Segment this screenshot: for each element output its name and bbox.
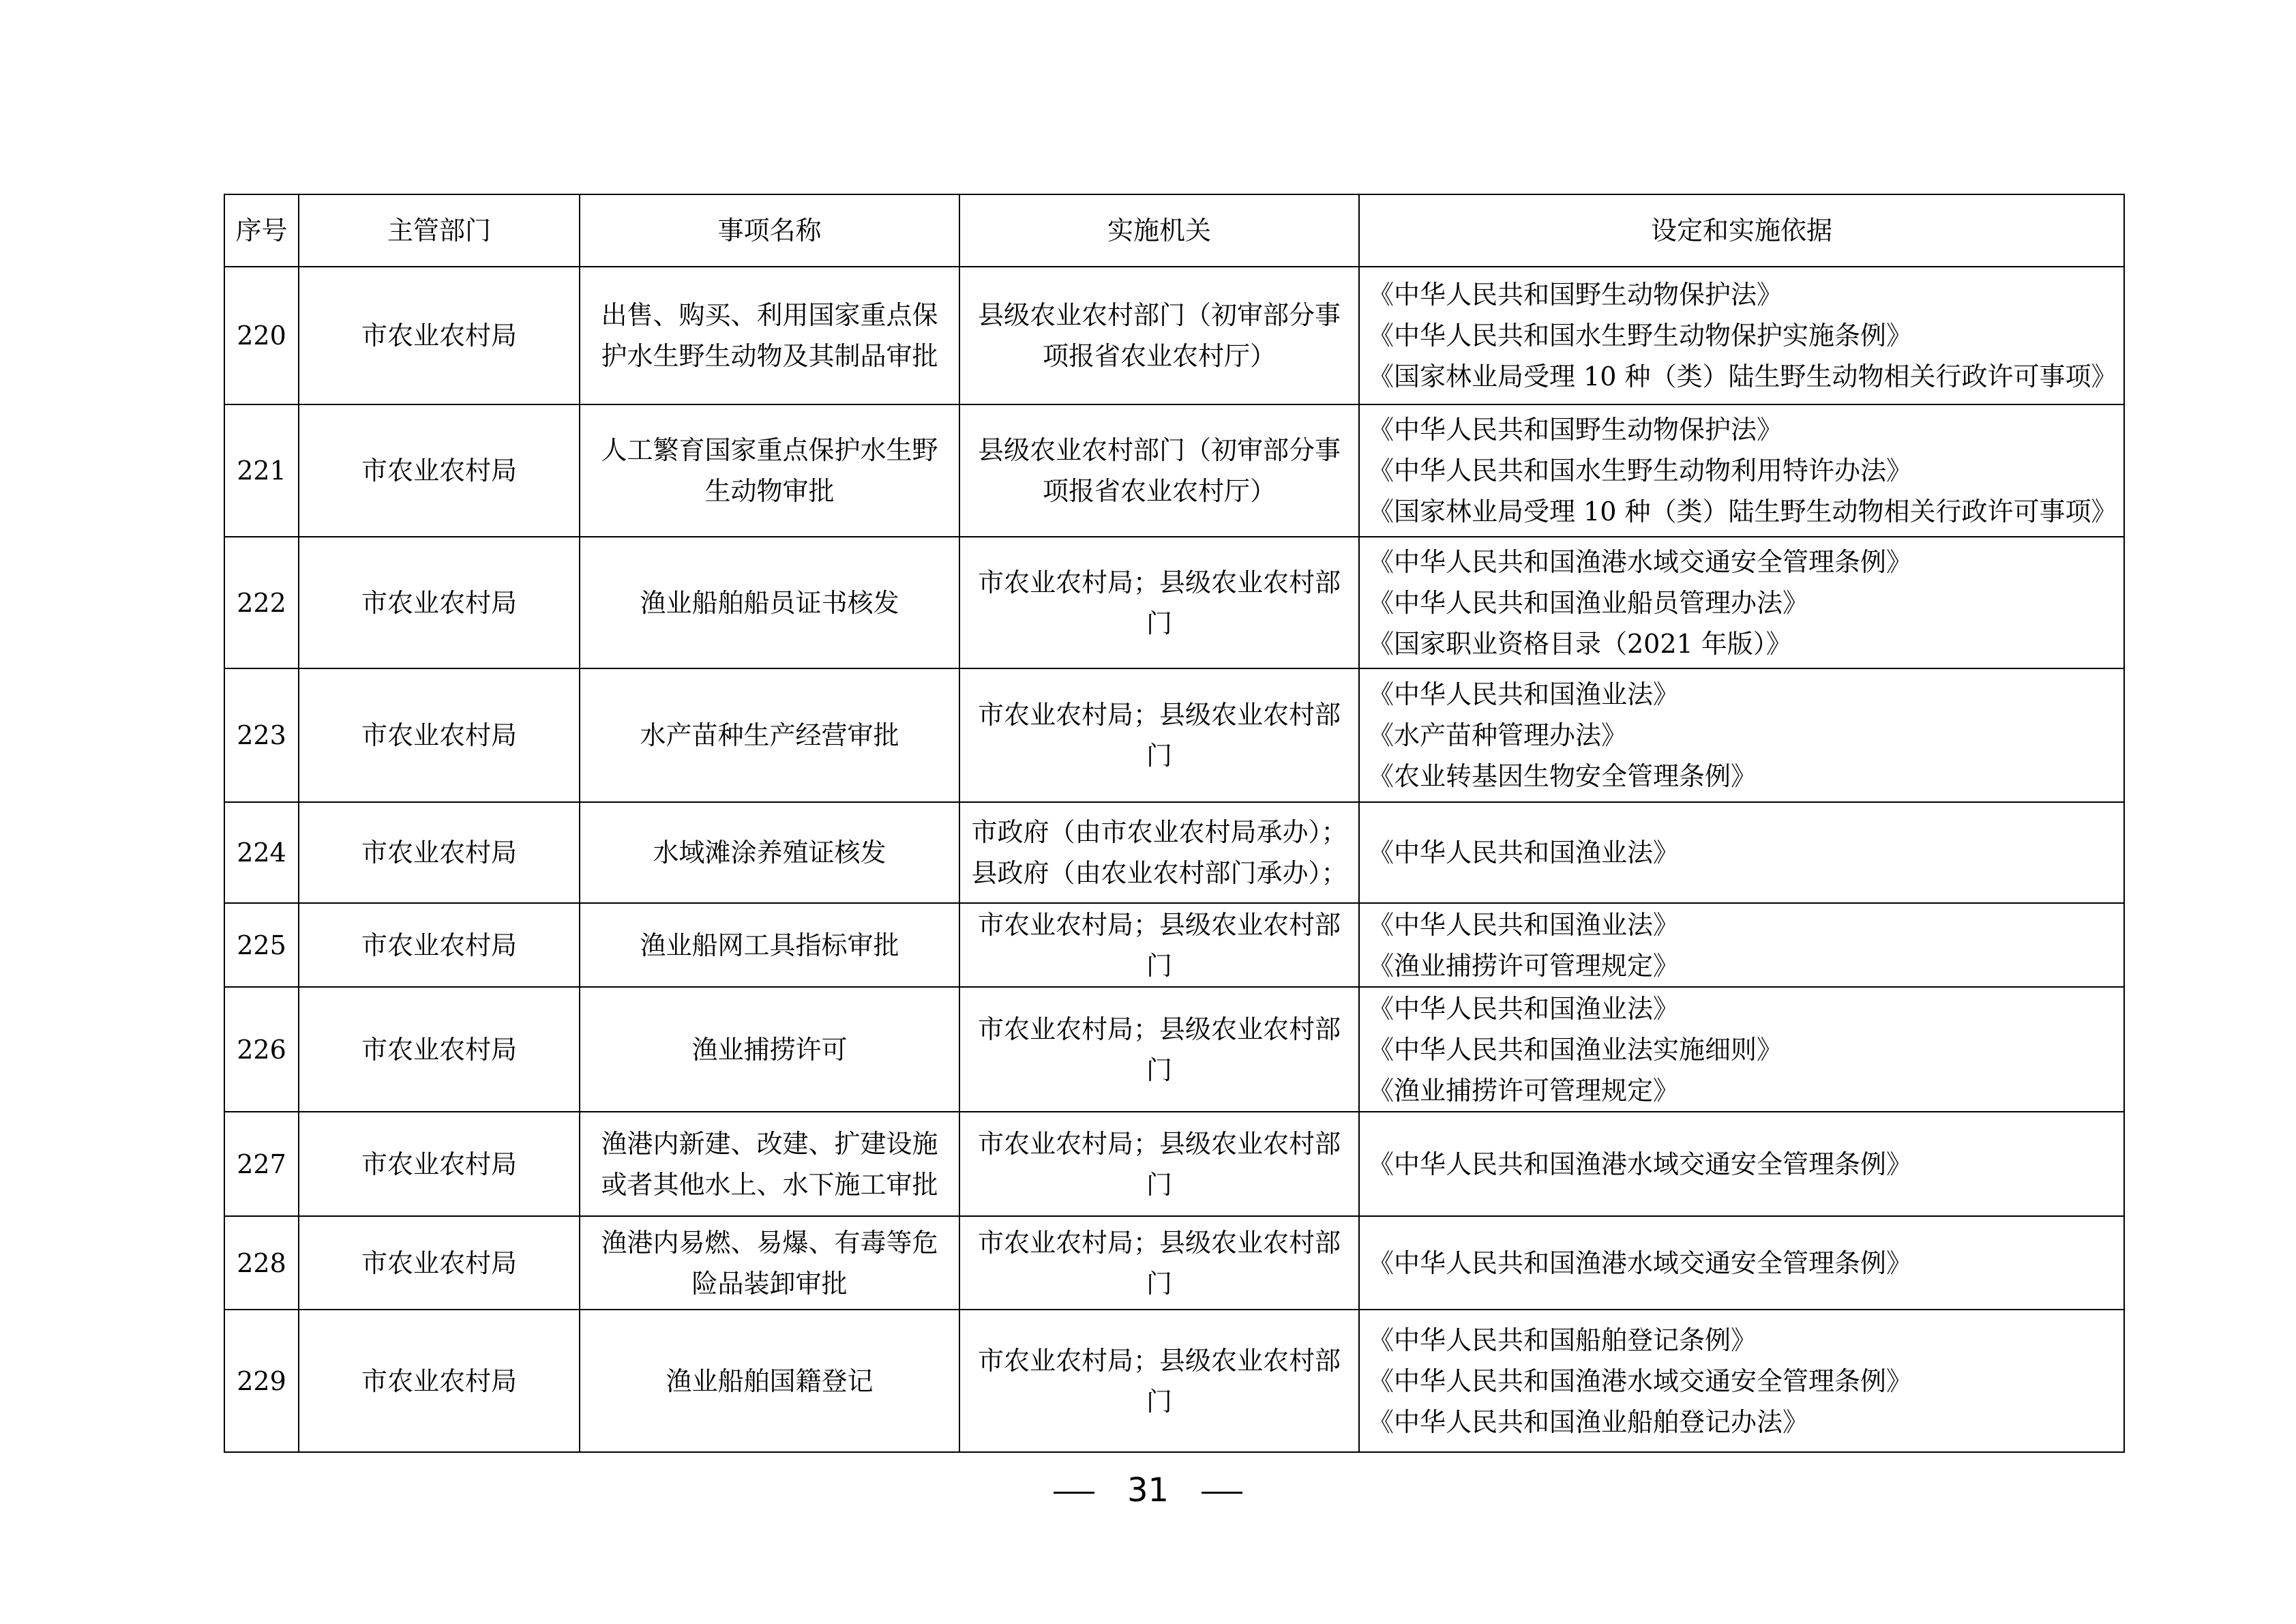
item-name-line: 渔业船网工具指标审批 (640, 930, 899, 960)
basis-line: 《中华人民共和国渔业法》 (1368, 679, 1680, 709)
row-implementing-agency (959, 987, 1359, 1112)
table-row (224, 903, 2124, 987)
agency-line: 县级农业农村部门（初审部分事 (977, 435, 1341, 465)
row-dept: 市农业农村局 (299, 537, 580, 668)
basis-line: 《中华人民共和国水生野生动物保护实施条例》 (1368, 321, 1913, 351)
agency-line: 市农业农村局；县级农业农村部门 (977, 567, 1341, 638)
header-basis: 设定和实施依据 (1359, 194, 2124, 267)
basis-line: 《水产苗种管理办法》 (1368, 720, 1628, 750)
row-dept: 市农业农村局 (299, 1216, 580, 1310)
basis-line: 《国家职业资格目录（2021 年版）》 (1368, 628, 1792, 659)
footer-dash-right (1202, 1492, 1242, 1494)
basis-line: 《中华人民共和国渔业法实施细则》 (1368, 1034, 1783, 1065)
item-name-line: 水产苗种生产经营审批 (640, 720, 899, 750)
row-dept: 市农业农村局 (299, 1112, 580, 1216)
basis-line: 《国家林业局受理 10 种（类）陆生野生动物相关行政许可事项》 (1368, 361, 2117, 392)
table-row (224, 267, 2124, 404)
basis-line: 《中华人民共和国渔业法》 (1368, 838, 1680, 868)
basis-line: 《中华人民共和国渔港水域交通安全管理条例》 (1368, 1247, 1913, 1278)
item-name-line: 出售、购买、利用国家重点保 (601, 300, 938, 330)
row-implementing-agency (959, 267, 1359, 404)
basis-line: 《中华人民共和国水生野生动物利用特许办法》 (1368, 456, 1913, 486)
header-dept: 主管部门 (299, 194, 580, 267)
row-item-name (580, 267, 959, 404)
basis-line: 《中华人民共和国野生动物保护法》 (1368, 280, 1783, 310)
header-num: 序号 (224, 194, 299, 267)
row-legal-basis (1359, 802, 2124, 903)
basis-line: 《农业转基因生物安全管理条例》 (1368, 761, 1757, 791)
item-name-line: 渔业船舶国籍登记 (666, 1365, 874, 1396)
row-item-name (580, 903, 959, 987)
table-row (224, 1112, 2124, 1216)
table-body (224, 267, 2124, 1452)
basis-line: 《中华人民共和国渔港水域交通安全管理条例》 (1368, 546, 1913, 577)
agency-line: 市农业农村局；县级农业农村部门 (977, 1345, 1341, 1417)
row-dept: 市农业农村局 (299, 903, 580, 987)
basis-line: 《中华人民共和国渔业船员管理办法》 (1368, 587, 1809, 618)
row-legal-basis (1359, 668, 2124, 802)
item-name-line: 渔港内易燃、易爆、有毒等危 (601, 1227, 938, 1258)
basis-line: 《中华人民共和国渔业船舶登记办法》 (1368, 1406, 1809, 1437)
table-header-row (224, 194, 2124, 267)
row-implementing-agency (959, 537, 1359, 668)
item-name-line: 人工繁育国家重点保护水生野 (601, 435, 938, 465)
row-dept: 市农业农村局 (299, 267, 580, 404)
row-number: 229 (224, 1310, 299, 1452)
row-implementing-agency (959, 903, 1359, 987)
basis-line: 《渔业捕捞许可管理规定》 (1368, 950, 1680, 981)
row-item-name (580, 404, 959, 537)
row-item-name (580, 668, 959, 802)
table-row (224, 537, 2124, 668)
item-name-line: 险品装卸审批 (691, 1268, 848, 1299)
row-item-name (580, 537, 959, 668)
basis-line: 《中华人民共和国船舶登记条例》 (1368, 1325, 1757, 1355)
row-number: 222 (224, 537, 299, 668)
row-number: 223 (224, 668, 299, 802)
basis-line: 《中华人民共和国野生动物保护法》 (1368, 415, 1783, 445)
item-name-line: 渔港内新建、改建、扩建设施 (601, 1128, 938, 1159)
row-number: 228 (224, 1216, 299, 1310)
row-number: 224 (224, 802, 299, 903)
header-impl: 实施机关 (959, 194, 1359, 267)
row-implementing-agency (959, 1216, 1359, 1310)
table-row (224, 987, 2124, 1112)
agency-line: 项报省农业农村厅） (1042, 476, 1276, 506)
item-name-line: 水域滩涂养殖证核发 (653, 838, 886, 868)
agency-line: 项报省农业农村厅） (1042, 341, 1276, 371)
item-name-line: 渔业船舶船员证书核发 (640, 587, 899, 618)
row-item-name (580, 1310, 959, 1452)
row-item-name (580, 1112, 959, 1216)
row-implementing-agency (959, 404, 1359, 537)
agency-line: 市农业农村局；县级农业农村部门 (977, 1014, 1341, 1085)
row-legal-basis (1359, 537, 2124, 668)
row-number: 226 (224, 987, 299, 1112)
agency-line: 市农业农村局；县级农业农村部门 (977, 1227, 1341, 1299)
row-dept: 市农业农村局 (299, 802, 580, 903)
table-row (224, 668, 2124, 802)
row-legal-basis (1359, 267, 2124, 404)
row-dept: 市农业农村局 (299, 668, 580, 802)
agency-line: 市农业农村局；县级农业农村部门 (977, 1128, 1341, 1200)
basis-line: 《中华人民共和国渔港水域交通安全管理条例》 (1368, 1149, 1913, 1179)
row-item-name (580, 1216, 959, 1310)
agency-line: 市农业农村局；县级农业农村部门 (977, 909, 1341, 981)
items-table (224, 194, 2125, 1453)
row-number: 221 (224, 404, 299, 537)
basis-line: 《中华人民共和国渔业法》 (1368, 909, 1680, 940)
row-legal-basis (1359, 1310, 2124, 1452)
table-row (224, 404, 2124, 537)
page-footer (0, 1466, 2296, 1514)
agency-line: 市政府（由市农业农村局承办）； (971, 817, 1347, 847)
row-number: 227 (224, 1112, 299, 1216)
agency-line: 市农业农村局；县级农业农村部门 (977, 700, 1341, 771)
table-row (224, 802, 2124, 903)
row-implementing-agency (959, 1112, 1359, 1216)
item-name-line: 渔业捕捞许可 (691, 1034, 848, 1065)
footer-dash-left (1054, 1492, 1094, 1494)
row-dept: 市农业农村局 (299, 1310, 580, 1452)
basis-line: 《中华人民共和国渔港水域交通安全管理条例》 (1368, 1365, 1913, 1396)
page-number: 31 (1127, 1471, 1169, 1509)
row-dept: 市农业农村局 (299, 987, 580, 1112)
row-implementing-agency (959, 802, 1359, 903)
row-implementing-agency (959, 668, 1359, 802)
basis-line: 《渔业捕捞许可管理规定》 (1368, 1075, 1680, 1106)
item-name-line: 生动物审批 (704, 476, 835, 506)
row-item-name (580, 802, 959, 903)
row-legal-basis (1359, 404, 2124, 537)
row-number: 225 (224, 903, 299, 987)
row-legal-basis (1359, 1112, 2124, 1216)
basis-line: 《中华人民共和国渔业法》 (1368, 993, 1680, 1024)
table-row (224, 1216, 2124, 1310)
item-name-line: 或者其他水上、水下施工审批 (601, 1169, 938, 1200)
header-name: 事项名称 (580, 194, 959, 267)
row-dept: 市农业农村局 (299, 404, 580, 537)
row-item-name (580, 987, 959, 1112)
row-legal-basis (1359, 1216, 2124, 1310)
row-implementing-agency (959, 1310, 1359, 1452)
row-legal-basis (1359, 987, 2124, 1112)
item-name-line: 护水生野生动物及其制品审批 (601, 341, 938, 371)
table-row (224, 1310, 2124, 1452)
agency-line: 县级农业农村部门（初审部分事 (977, 300, 1341, 330)
row-legal-basis (1359, 903, 2124, 987)
agency-line: 县政府（由农业农村部门承办）； (971, 858, 1347, 888)
basis-line: 《国家林业局受理 10 种（类）陆生野生动物相关行政许可事项》 (1368, 497, 2117, 527)
row-number: 220 (224, 267, 299, 404)
